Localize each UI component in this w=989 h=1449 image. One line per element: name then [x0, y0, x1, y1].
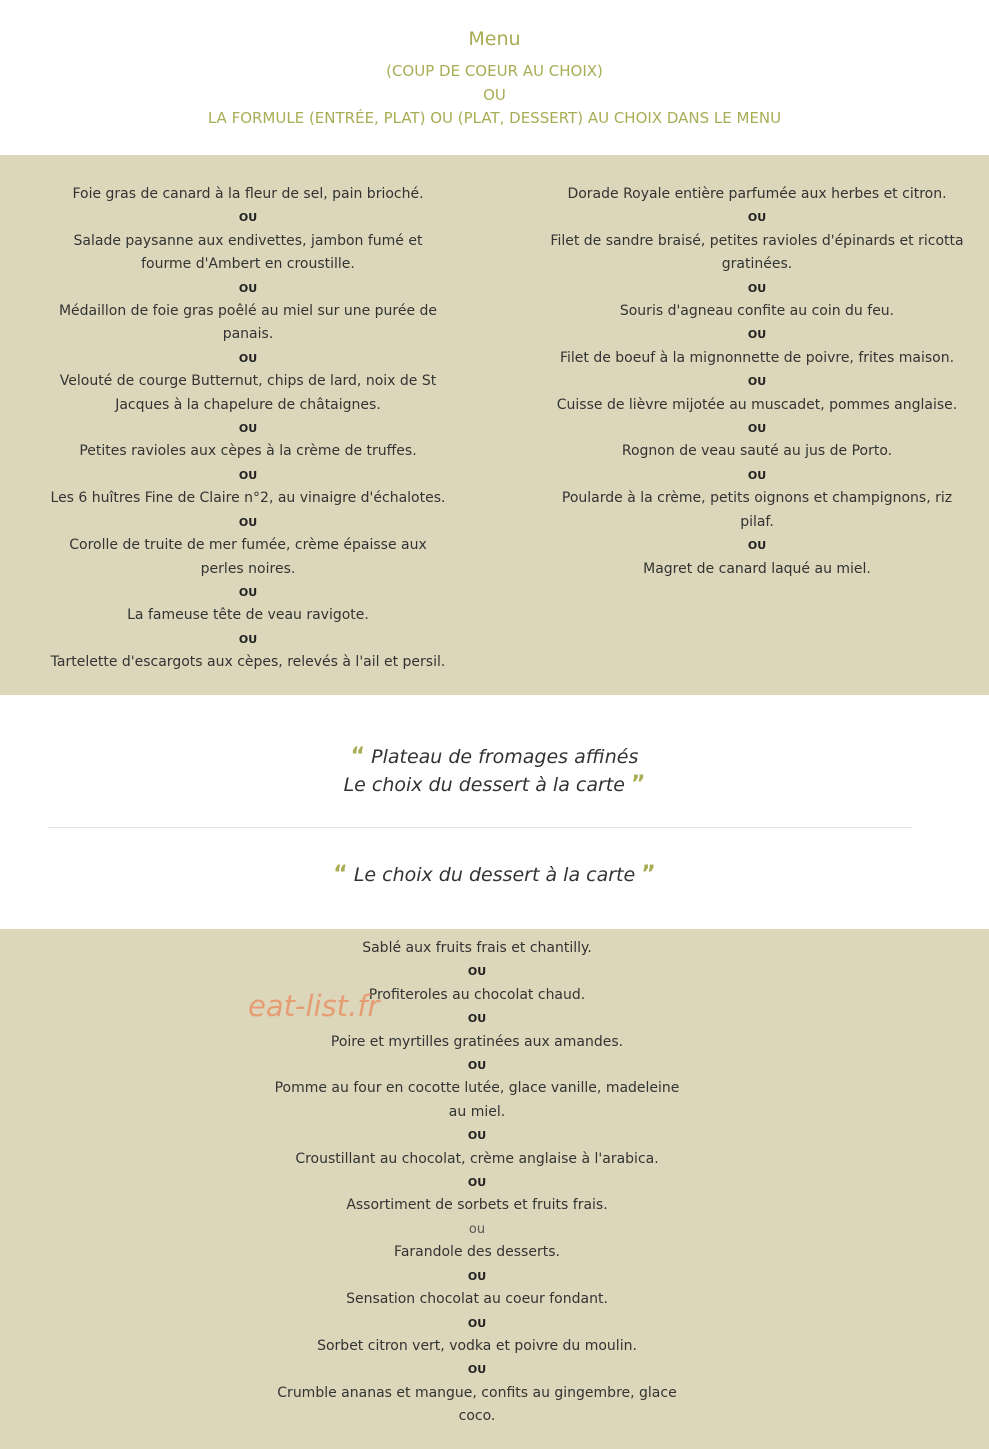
menu-item: Rognon de veau sauté au jus de Porto. [621, 443, 893, 460]
ou-separator: OU [747, 422, 767, 436]
menu-item: Poularde à la crème, petits oignons et champignons, riz pilaf. [561, 490, 953, 530]
menu-item: Filet de sandre braisé, petites ravioles d'épinards et ricotta gratinées. [550, 232, 964, 273]
menu-item: Sensation chocolat au coeur fondant. [346, 1291, 608, 1308]
ou-separator: OU [467, 965, 487, 979]
ou-separator: OU [467, 1363, 487, 1377]
menu-item: Croustillant au chocolat, crème anglaise à l'arabica. [295, 1150, 659, 1167]
menu-item: Sablé aux fruits frais et chantilly. [362, 940, 592, 956]
section-divider [48, 827, 912, 828]
ou-separator: OU [747, 375, 767, 389]
menu-item: La fameuse tête de veau ravigote. [127, 607, 369, 624]
menu-subtitle-coup-de-coeur: (COUP DE COEUR AU CHOIX) [386, 62, 603, 80]
menu-item: Dorade Royale entière parfumée aux herbes et citron. [567, 186, 947, 202]
ou-separator: OU [747, 468, 767, 482]
menu-header [0, 0, 989, 155]
menu-item: Salade paysanne aux endivettes, jambon fumé et fourme d'Ambert en croustille. [73, 232, 423, 273]
menu-item: Corolle de truite de mer fumée, crème épaisse aux perles noires. [69, 537, 427, 577]
dessert-choice-quote [0, 861, 989, 889]
ou-separator: OU [747, 281, 767, 295]
ou-separator: OU [238, 585, 258, 599]
menu-subtitle-formule: LA FORMULE (ENTRÉE, PLAT) OU (PLAT, DESSERT) AU CHOIX DANS LE MENU [207, 109, 782, 127]
open-quote-icon: “ [350, 744, 366, 769]
close-quote-icon: ” [641, 862, 656, 887]
menu-item: Assortiment de sorbets et fruits frais. [346, 1197, 608, 1214]
menu-item: Foie gras de canard à la fleur de sel, pain brioché. [72, 186, 424, 202]
ou-separator: OU [467, 1269, 487, 1283]
quote-line-dessert: Le choix du dessert à la carte [343, 774, 625, 796]
menu-item: Filet de boeuf à la mignonnette de poivre, frites maison. [559, 349, 955, 366]
ou-separator: OU [467, 1176, 487, 1190]
ou-separator: OU [747, 211, 767, 225]
quote-line-cheese: Plateau de fromages affinés [371, 746, 639, 768]
ou-separator: OU [238, 515, 258, 529]
ou-separator: OU [238, 632, 258, 646]
ou-separator: OU [467, 1012, 487, 1026]
menu-item: Profiteroles au chocolat chaud. [368, 986, 586, 1003]
menu-item: Médaillon de foie gras poêlé au miel sur une purée de panais. [58, 303, 438, 343]
ou-separator: OU [747, 539, 767, 553]
entrees-plats-section [0, 155, 989, 695]
menu-item: Pomme au four en cocotte lutée, glace vanille, madeleine au miel. [274, 1080, 680, 1120]
ou-separator: OU [238, 468, 258, 482]
menu-item: Velouté de courge Butternut, chips de lard, noix de St Jacques à la chapelure de châtaignes. [59, 373, 437, 413]
menu-item: Tartelette d'escargots aux cèpes, relevés à l'ail et persil. [50, 654, 446, 671]
ou-separator: OU [747, 328, 767, 342]
ou-separator: OU [467, 1059, 487, 1073]
menu-subtitle-ou: OU [483, 86, 506, 104]
ou-separator: OU [238, 281, 258, 295]
menu-item: Cuisse de lièvre mijotée au muscadet, pommes anglaise. [556, 396, 958, 413]
ou-separator: OU [467, 1316, 487, 1330]
cheese-dessert-quote [0, 743, 989, 799]
menu-item: Poire et myrtilles gratinées aux amandes. [330, 1033, 624, 1050]
menu-title: Menu [468, 28, 521, 50]
close-quote-icon: ” [630, 772, 646, 797]
menu-item: Les 6 huîtres Fine de Claire n°2, au vinaigre d'échalotes. [50, 490, 446, 507]
menu-item: Magret de canard laqué au miel. [643, 560, 871, 577]
ou-separator: OU [467, 1129, 487, 1143]
menu-item: Petites ravioles aux cèpes à la crème de truffes. [79, 443, 417, 460]
entrees-list [48, 183, 448, 675]
ou-separator: OU [238, 211, 258, 225]
quotes-section [0, 695, 989, 929]
menu-item: Souris d'agneau confite au coin du feu. [619, 303, 895, 320]
plats-list [543, 183, 971, 581]
open-quote-icon: “ [333, 862, 348, 887]
watermark: eat-list.fr [248, 989, 380, 1023]
menu-item: Farandole des desserts. [394, 1244, 560, 1261]
ou-separator: OU [238, 351, 258, 365]
desserts-section [0, 929, 989, 1449]
menu-item: Crumble ananas et mangue, confits au gingembre, glace coco. [277, 1384, 677, 1425]
quote-text-dessert: Le choix du dessert à la carte [353, 864, 636, 886]
ou-separator: ou [468, 1221, 486, 1237]
menu-item: Sorbet citron vert, vodka et poivre du moulin. [317, 1337, 637, 1354]
ou-separator: OU [238, 422, 258, 436]
